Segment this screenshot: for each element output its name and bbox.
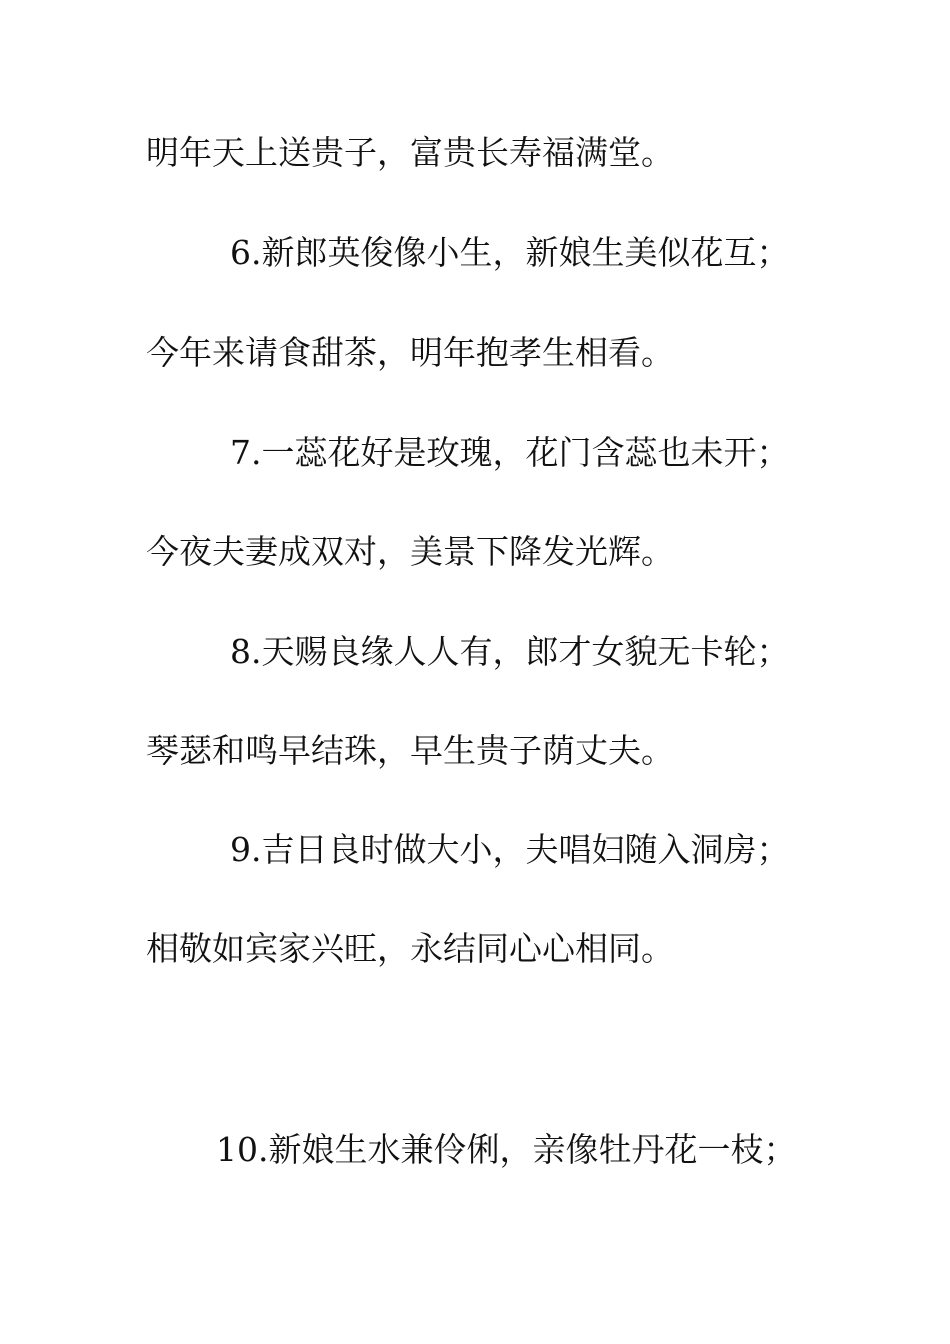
text-line-9: 相敬如宾家兴旺，永结同心心相同。 [146,929,674,968]
text-line-3: 今年来请食甜茶，明年抱孝生相看。 [146,333,674,372]
text-line-1: 明年天上送贵子，富贵长寿福满堂。 [146,133,674,172]
text-line-7: 琴瑟和鸣早结珠，早生贵子荫丈夫。 [146,731,674,770]
text-line-8: 9.吉日良时做大小，夫唱妇随入洞房； [230,830,790,869]
text-line-5: 今夜夫妻成双对，美景下降发光辉。 [146,532,674,571]
text-line-2: 6.新郎英俊像小生，新娘生美似花互； [230,233,790,272]
text-line-10: 10.新娘生水兼伶俐，亲像牡丹花一枝； [216,1130,797,1169]
text-line-6: 8.天赐良缘人人有，郎才女貌无卡轮； [230,632,790,671]
text-line-4: 7.一蕊花好是玫瑰，花门含蕊也未开； [230,433,790,472]
